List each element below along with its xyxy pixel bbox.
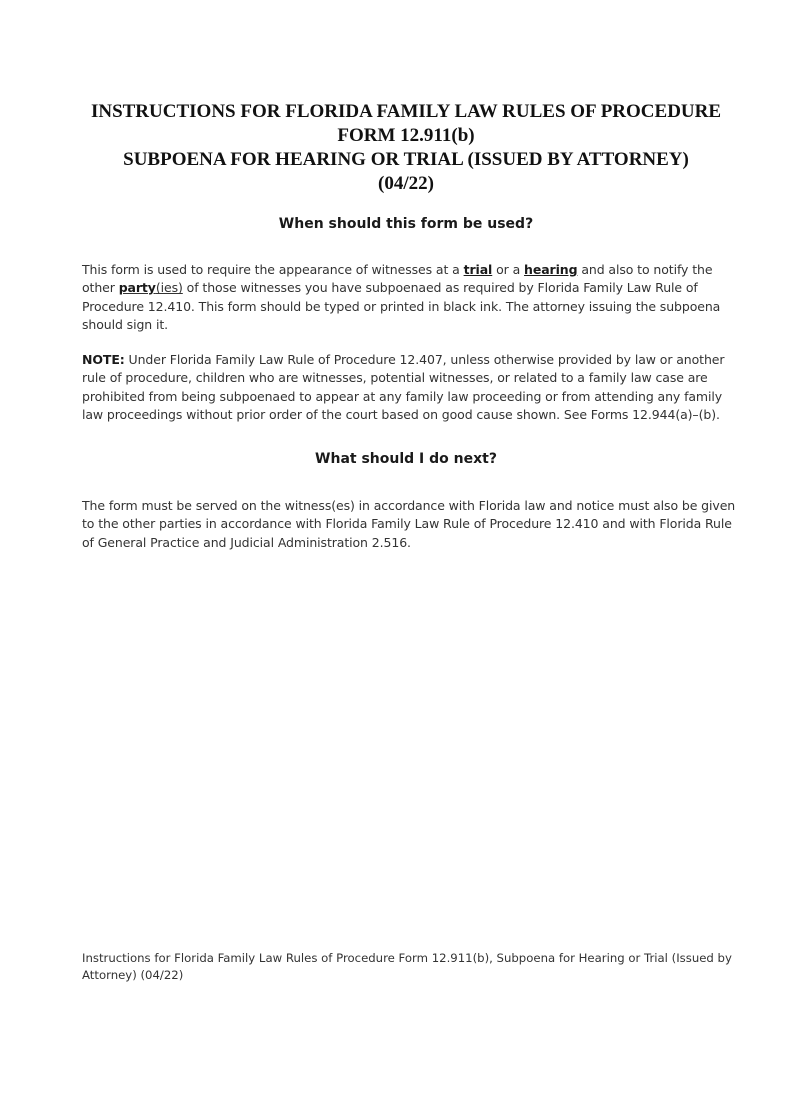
title-line-4: (04/22) [378,173,434,194]
keyword-party: party [118,280,156,296]
page-footer: Instructions for Florida Family Law Rules of Procedure Form 12.911(b), Subpoena for Hearing or Trial (Issued by Attorney) (04/22) [82,951,732,982]
title-line-3: SUBPOENA FOR HEARING OR TRIAL (ISSUED BY ATTORNEY) [123,149,689,170]
paragraph-note [82,351,736,424]
keyword-hearing: hearing [524,262,578,277]
title-line-2: FORM 12.911(b) [337,125,475,146]
text-segment: or a [492,262,525,277]
text-segment: This form is used to require the appearance of witnesses at a [82,262,464,277]
keyword-parties [119,280,183,295]
section-heading-next: What should I do next? [315,451,497,467]
text-segment: of those witnesses you have subpoenaed as required by Florida Family Law Rule of Procedure 12.410. This form should be typed or printed in black ink. The attorney issuing the subpoena should sign it. [82,280,721,332]
text-segment: and also to notify the other [82,262,713,296]
paragraph-service: The form must be served on the witness(es) in accordance with Florida law and notice must also be given to the other parties in accordance with Florida Family Law Rule of Procedure 12.410 and with Florida Rule of General Practice and Judicial Administration 2.516. [82,498,736,550]
note-text: Under Florida Family Law Rule of Procedure 12.407, unless otherwise provided by law or another rule of procedure, children who are witnesses, potential witnesses, or related to a family law case are prohibited from being subpoenaed to appear at any family law proceeding or from attending any family law proceedings without prior order of the court based on good cause shown. See Forms 12.944(a)–(b). [82,352,725,422]
note-label: NOTE: [82,352,125,367]
keyword-trial: trial [463,262,493,277]
keyword-party-suffix: (ies) [155,280,183,296]
title-line-1: INSTRUCTIONS FOR FLORIDA FAMILY LAW RULES OF PROCEDURE [90,101,722,122]
document-title [60,100,752,196]
paragraph-purpose [82,261,736,334]
section-heading-when: When should this form be used? [278,216,534,232]
